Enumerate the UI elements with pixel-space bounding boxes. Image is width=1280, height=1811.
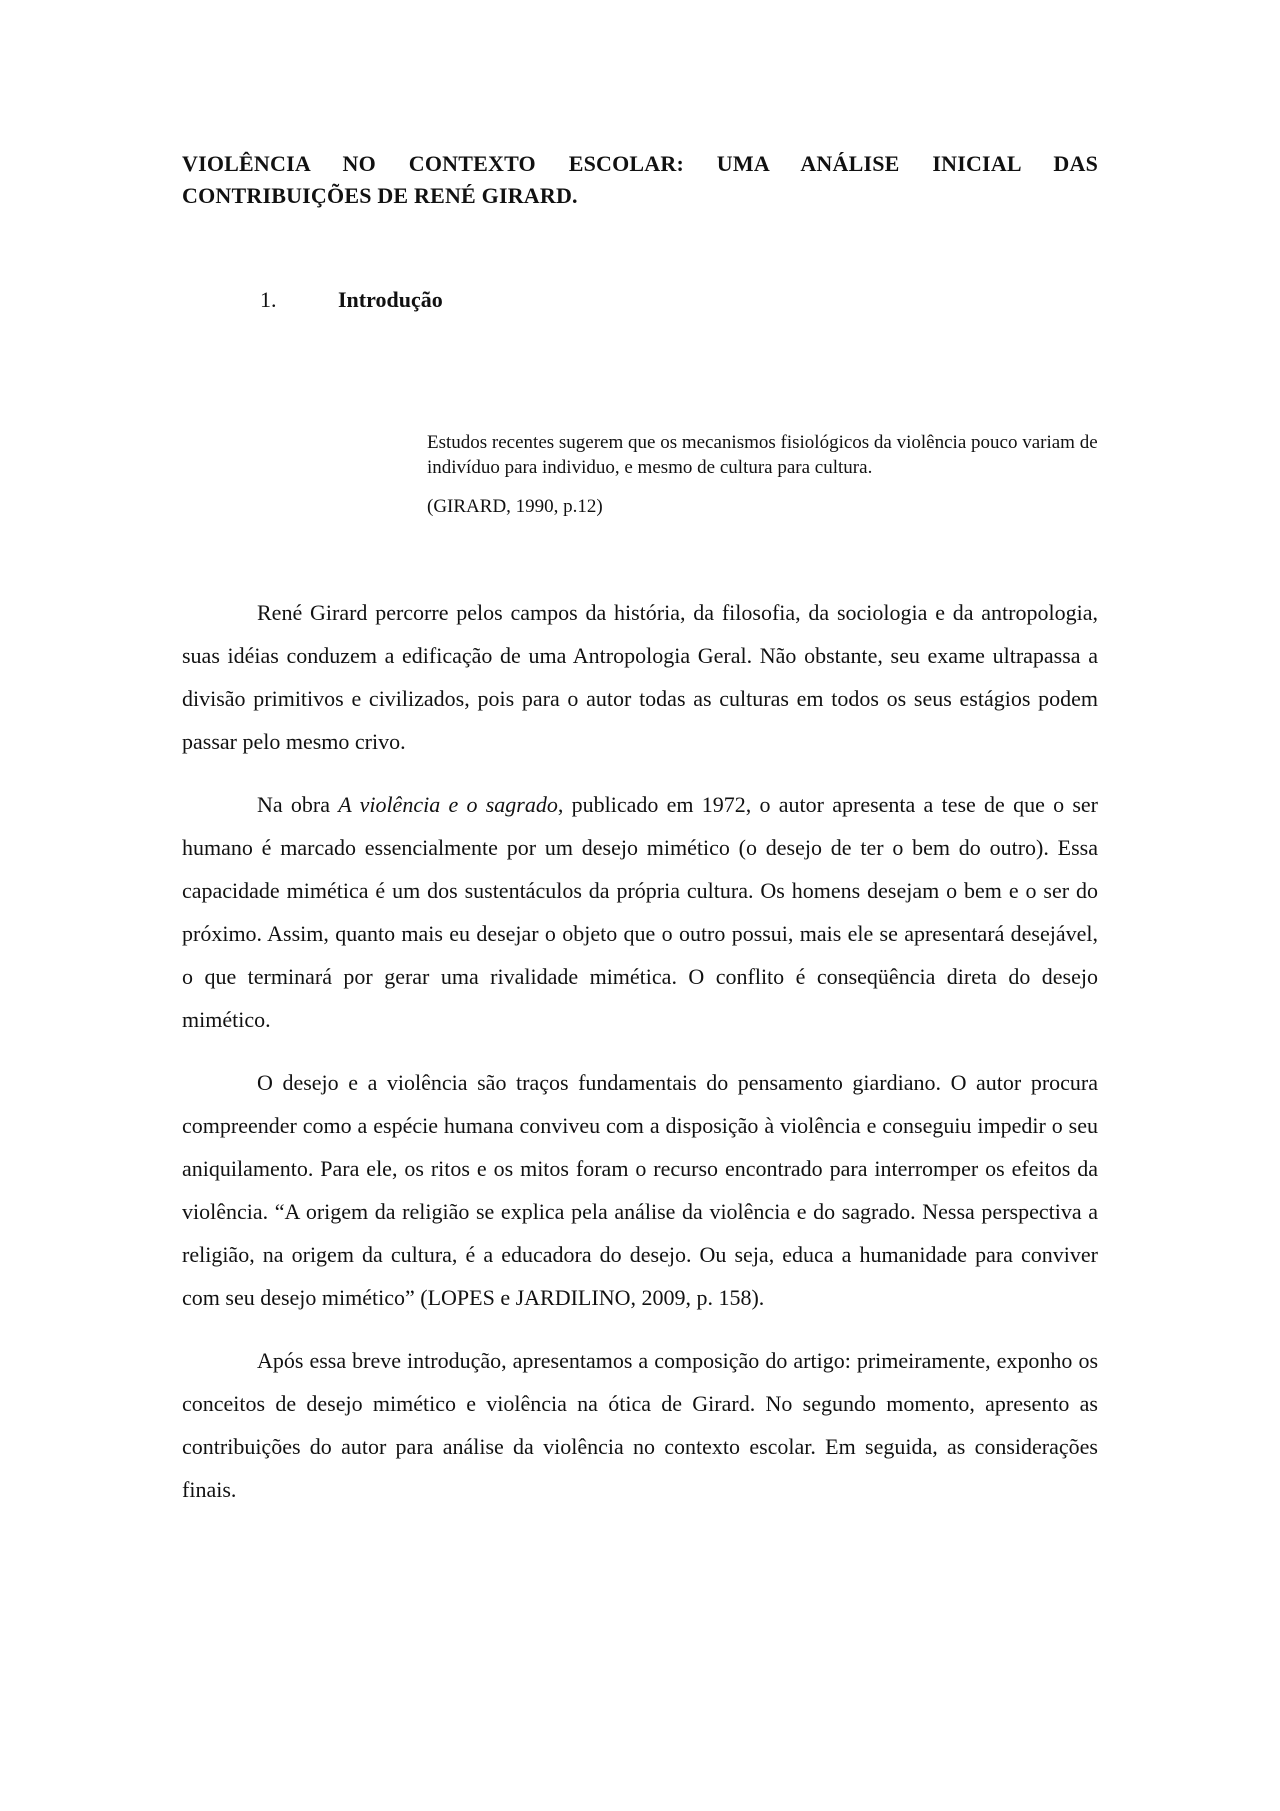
epigraph-citation: (GIRARD, 1990, p.12) bbox=[427, 496, 603, 517]
section-number: 1. bbox=[260, 287, 277, 312]
paragraph-2 bbox=[182, 783, 1098, 1041]
section-title: Introdução bbox=[338, 287, 443, 312]
epigraph bbox=[427, 430, 1099, 519]
paragraph-1: René Girard percorre pelos campos da história, da filosofia, da sociologia e da antropologia, suas idéias conduzem a edificação de uma Antropologia Geral. Não obstante, seu exame ultrapassa a divisão primitivos e civilizados, pois para o autor todas as culturas em todos os seus estágios podem passar pelo mesmo crivo. bbox=[182, 600, 1098, 754]
paragraph-3: O desejo e a violência são traços fundamentais do pensamento giardiano. O autor procura compreender como a espécie humana conviveu com a disposição à violência e conseguiu impedir o seu aniquilamento. Para ele, os ritos e os mitos foram o recurso encontrado para interromper os efeitos da violência. “A origem da religião se explica pela análise da violência e do sagrado. Nessa perspectiva a religião, na origem da cultura, é a educadora do desejo. Ou seja, educa a humanidade para conviver com seu desejo mimético” (LOPES e JARDILINO, 2009, p. 158). bbox=[182, 1070, 1098, 1310]
paragraph-2-lead: Na obra bbox=[257, 792, 339, 817]
document-title bbox=[182, 148, 1098, 212]
epigraph-quote: Estudos recentes sugerem que os mecanismos fisiológicos da violência pouco variam de indivíduo para individuo, e mesmo de cultura para cultura. bbox=[427, 432, 1098, 478]
body-text bbox=[182, 591, 1098, 1531]
document-title-line-2: CONTRIBUIÇÕES DE RENÉ GIRARD. bbox=[182, 183, 578, 208]
paragraph-4: Após essa breve introdução, apresentamos a composição do artigo: primeiramente, exponho os conceitos de desejo mimético e violência na ótica de Girard. No segundo momento, apresento as contribuições do autor para análise da violência no contexto escolar. Em seguida, as considerações finais. bbox=[182, 1348, 1098, 1502]
book-title: A violência e o sagrado bbox=[338, 792, 558, 817]
paragraph-2-rest: , publicado em 1972, o autor apresenta a tese de que o ser humano é marcado essencialmente por um desejo mimético (o desejo de ter o bem do outro). Essa capacidade mimética é um dos sustentáculos da própria cultura. Os homens desejam o bem e o ser do próximo. Assim, quanto mais eu desejar o objeto que o outro possui, mais ele se apresentará desejável, o que terminará por gerar uma rivalidade mimética. O conflito é conseqüência direta do desejo mimético. bbox=[182, 792, 1098, 1032]
document-title-line-1: VIOLÊNCIA NO CONTEXTO ESCOLAR: UMA ANÁLISE INICIAL DAS bbox=[182, 151, 1098, 176]
